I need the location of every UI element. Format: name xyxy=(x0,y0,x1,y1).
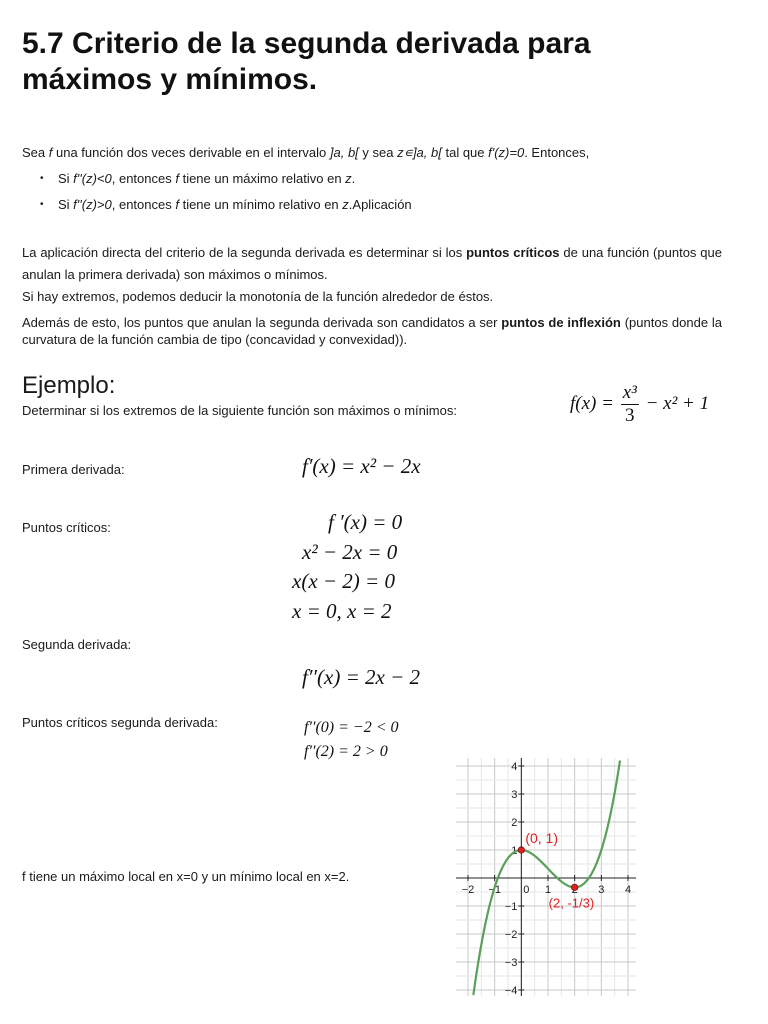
list-item: • Si f''(z)>0, entonces f tiene un mínimo relativo en z.Aplicación xyxy=(40,197,412,212)
y-tick-label: 2 xyxy=(511,817,518,829)
x-tick-label: 3 xyxy=(598,884,605,896)
y-tick-label: −4 xyxy=(504,985,518,996)
fraction: $\frac{\text{x³}}{3}$ xyxy=(622,382,637,426)
bullet-icon: • xyxy=(40,173,44,184)
min-point xyxy=(571,884,577,890)
critical-points-label: Puntos críticos: xyxy=(22,520,111,535)
page-title: 5.7 Criterio de la segunda derivada para máximos y mínimos. xyxy=(22,27,591,96)
critical-eq-1: f ′(x) = 0 xyxy=(328,510,403,534)
x-tick-label: −2 xyxy=(461,884,475,896)
critical-eq-2: x² − 2x = 0 xyxy=(302,540,398,564)
x-tick-label: −1 xyxy=(488,884,501,896)
list-item: • Si f''(z)<0, entonces f tiene un máximo relativo en z. xyxy=(40,171,356,186)
y-tick-label: −1 xyxy=(504,901,518,913)
y-tick-label: 3 xyxy=(511,789,518,801)
x-tick-label: 0 xyxy=(523,884,530,896)
function-graph xyxy=(456,758,636,996)
y-tick-label: −3 xyxy=(504,957,518,969)
criteria-list xyxy=(40,170,412,222)
example-heading: Ejemplo: xyxy=(22,372,116,399)
paragraph-inflexion: Además de esto, los puntos que anulan la segunda derivada son candidatos a ser puntos de inflexión (puntos donde la curvatura de la función cambia de tipo (concavidad y convexidad)). xyxy=(22,315,722,347)
second-eval-2: f′′(2) = 2 > 0 xyxy=(304,743,388,760)
first-derivative-formula: f′(x) = x² − 2x xyxy=(302,454,421,478)
second-derivative-formula: f′′(x) = 2x − 2 xyxy=(302,665,420,689)
function-formula: f(x) = $\frac{\text{x³}}{3}$ − x² + 1 xyxy=(570,382,710,426)
max-point-label: (0, 1) xyxy=(525,830,559,846)
min-point-label: (2, -1/3) xyxy=(548,895,595,911)
bullet-icon: • xyxy=(40,199,44,210)
max-point xyxy=(518,847,524,853)
first-derivative-label: Primera derivada: xyxy=(22,462,125,477)
conclusion-text: f tiene un máximo local en x=0 y un mínimo local en x=2. xyxy=(22,869,350,884)
y-tick-label: 4 xyxy=(511,761,518,773)
second-critical-label: Puntos críticos segunda derivada: xyxy=(22,715,218,730)
x-tick-label: 1 xyxy=(544,884,552,896)
critical-eq-3: x(x − 2) = 0 xyxy=(292,569,395,593)
second-eval-1: f′′(0) = −2 < 0 xyxy=(304,719,399,736)
intro-paragraph: Sea f una función dos veces derivable en el intervalo ]a, b[ y sea z∊]a, b[ tal que f'(z)=0. Entonces, xyxy=(22,145,590,160)
x-tick-label: 4 xyxy=(624,884,632,896)
example-instruction: Determinar si los extremos de la siguiente función son máximos o mínimos: xyxy=(22,403,457,418)
second-derivative-label: Segunda derivada: xyxy=(22,637,132,652)
critical-eq-4: x = 0, x = 2 xyxy=(292,599,392,623)
paragraph-application: La aplicación directa del criterio de la segunda derivada es determinar si los puntos críticos de una función (puntos que anulan la primera derivada) son máximos o mínimos. xyxy=(22,245,722,282)
y-tick-label: 1 xyxy=(511,845,518,857)
y-tick-label: −2 xyxy=(504,929,518,941)
paragraph-monotonia: Si hay extremos, podemos deducir la monotonía de la función alrededor de éstos. xyxy=(22,289,494,304)
graph-grid xyxy=(456,758,636,996)
